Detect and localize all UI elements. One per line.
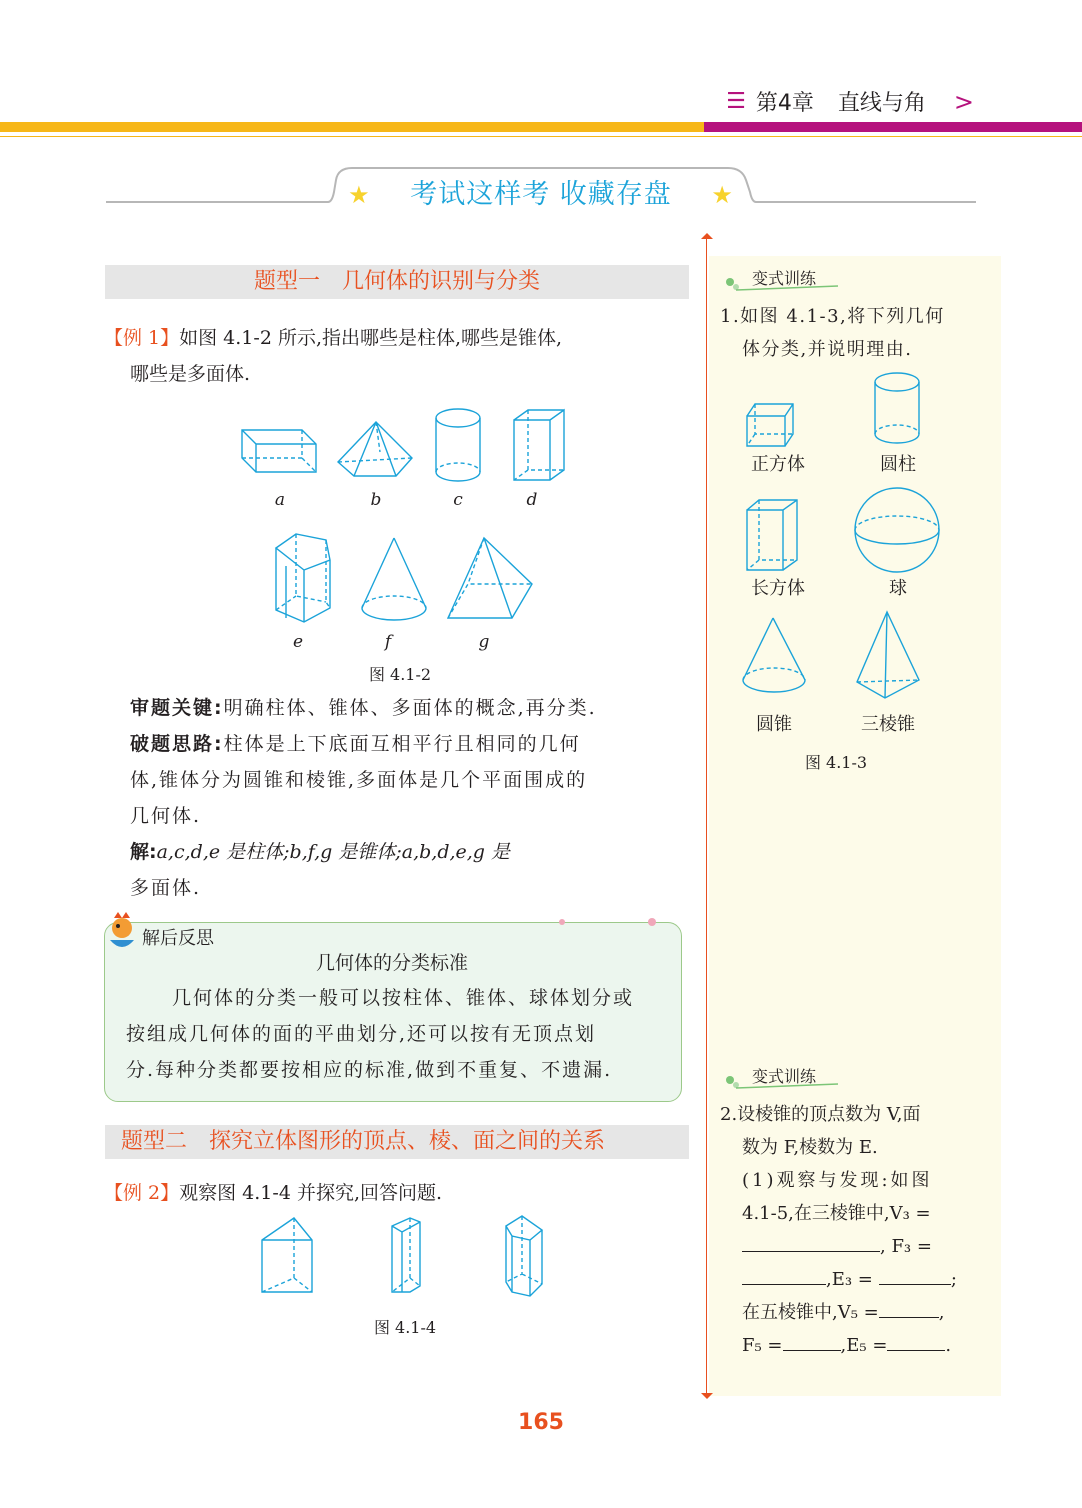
idea-label: 破题思路: (130, 733, 224, 755)
chapter-header (726, 86, 974, 117)
star-icon: ★ (348, 181, 371, 209)
practice1-tag: 变式训练 (752, 269, 817, 288)
arrow-down-icon (700, 1392, 714, 1400)
shape-label-triangular-pyramid: 三棱锥 (861, 714, 915, 735)
reflection-title: 几何体的分类标准 (315, 952, 468, 974)
figure-label-c: c (453, 490, 463, 510)
header-bar-magenta (704, 122, 1082, 132)
example1-tag: 【例 1】 (104, 327, 180, 349)
header-divider (0, 136, 1082, 137)
shape-cone (743, 618, 805, 692)
shape-cylinder (875, 373, 919, 443)
example1-question: 【例 1】如图 4.1-2 所示,指出哪些是柱体,哪些是锥体, 哪些是多面体. (104, 327, 563, 385)
chapter-title: 直线与角 (837, 91, 926, 116)
section1-title: 题型一 几何体的识别与分类 (105, 265, 689, 299)
figure-label-b: b (370, 490, 382, 510)
answer-blank-f3[interactable] (742, 1264, 826, 1285)
shape-cuboid (747, 500, 797, 570)
figure-label-a: a (274, 490, 286, 510)
section2-title: 题型二 探究立体图形的顶点、棱、面之间的关系 (105, 1125, 689, 1159)
chapter-number: 第4章 (755, 91, 814, 116)
figure-label-f: f (384, 632, 392, 652)
shape-cube (747, 404, 793, 446)
shape-triangular-pyramid (857, 612, 919, 698)
example1-analysis: 审题关键:明确柱体、锥体、多面体的概念,再分类. 破题思路:柱体是上下底面互相平行且相同的几何 体,锥体分为圆锥和棱锥,多面体是几个平面围成的 几何体. 解:a,c,d,e 是柱体;b,f,g 是锥体;a,b,d,e,g 是 多面体. (130, 697, 597, 899)
reflection-decoration (540, 916, 660, 930)
figure-label-g: g (478, 632, 490, 652)
figure-caption-4-1-4: 图 4.1-4 (373, 1318, 437, 1337)
figure-4-1-4 (250, 1212, 560, 1302)
header-bar-yellow (0, 122, 704, 132)
figure-caption-4-1-3: 图 4.1-3 (804, 753, 868, 772)
chevron-right-icon[interactable]: > (953, 87, 974, 116)
banner-title: ★ 考试这样考 收藏存盘 ★ (348, 179, 734, 210)
shape-label-cube: 正方体 (751, 454, 805, 475)
answer-blank-e3[interactable] (879, 1264, 951, 1285)
practice2-question: 2.设棱锥的顶点数为 V,面 数为 F,棱数为 E. (1)观察与发现:如图 4.1-5,在三棱锥中,V₃ = , F₃ = ,E₃ = ; 在五棱锥中,V₅ = , F₅ = ,E₅ = . (720, 1104, 957, 1356)
figure-4-1-2 (230, 400, 580, 660)
shape-label-sphere: 球 (889, 578, 907, 599)
figure-label-e: e (292, 632, 304, 652)
shape-g-pyramid (448, 538, 532, 618)
practice2-tag: 变式训练 (752, 1067, 817, 1086)
example2-tag: 【例 2】 (104, 1182, 180, 1204)
shape-pentagonal-prism (506, 1216, 542, 1296)
shape-b-pyramid (338, 422, 412, 476)
key-label: 审题关键: (130, 697, 224, 719)
figure-label-d: d (526, 490, 538, 510)
reflection-label: 解后反思 (142, 928, 214, 949)
star-icon: ★ (711, 181, 734, 209)
shape-a-box (242, 430, 316, 472)
shape-f-cone (362, 538, 426, 620)
shape-quadrilateral-prism (392, 1218, 420, 1292)
shape-d-prism (514, 410, 564, 480)
answer-blank-f5[interactable] (783, 1330, 841, 1351)
shape-label-cone: 圆锥 (756, 714, 792, 735)
shape-label-cuboid: 长方体 (751, 578, 805, 599)
shape-label-cylinder: 圆柱 (880, 454, 916, 475)
answer-blank-v5[interactable] (879, 1297, 939, 1318)
practice1-question: 1.如图 4.1-3,将下列几何 体分类,并说明理由. (720, 306, 945, 360)
answer-blank-v3[interactable] (742, 1231, 880, 1252)
page-number: 165 (518, 1410, 564, 1435)
list-icon: ☰ (726, 89, 746, 114)
shape-e-pentagonal-prism (276, 534, 330, 622)
shape-c-cylinder (436, 409, 480, 481)
solution-label: 解: (130, 841, 157, 863)
sidebar-divider (706, 238, 707, 1396)
shape-triangular-prism (262, 1218, 312, 1292)
answer-blank-e5[interactable] (887, 1330, 945, 1351)
shape-sphere (855, 488, 939, 572)
figure-caption-4-1-2: 图 4.1-2 (368, 665, 432, 684)
example2-question: 【例 2】观察图 4.1-4 并探究,回答问题. (104, 1182, 443, 1204)
reflection-body: 几何体的分类一般可以按柱体、锥体、球体划分或 按组成几何体的面的平曲划分,还可以按有无顶点划 分.每种分类都要按相应的标准,做到不重复、不遗漏. (126, 987, 635, 1081)
arrow-up-icon (700, 232, 714, 240)
figure-4-1-3 (735, 370, 955, 710)
